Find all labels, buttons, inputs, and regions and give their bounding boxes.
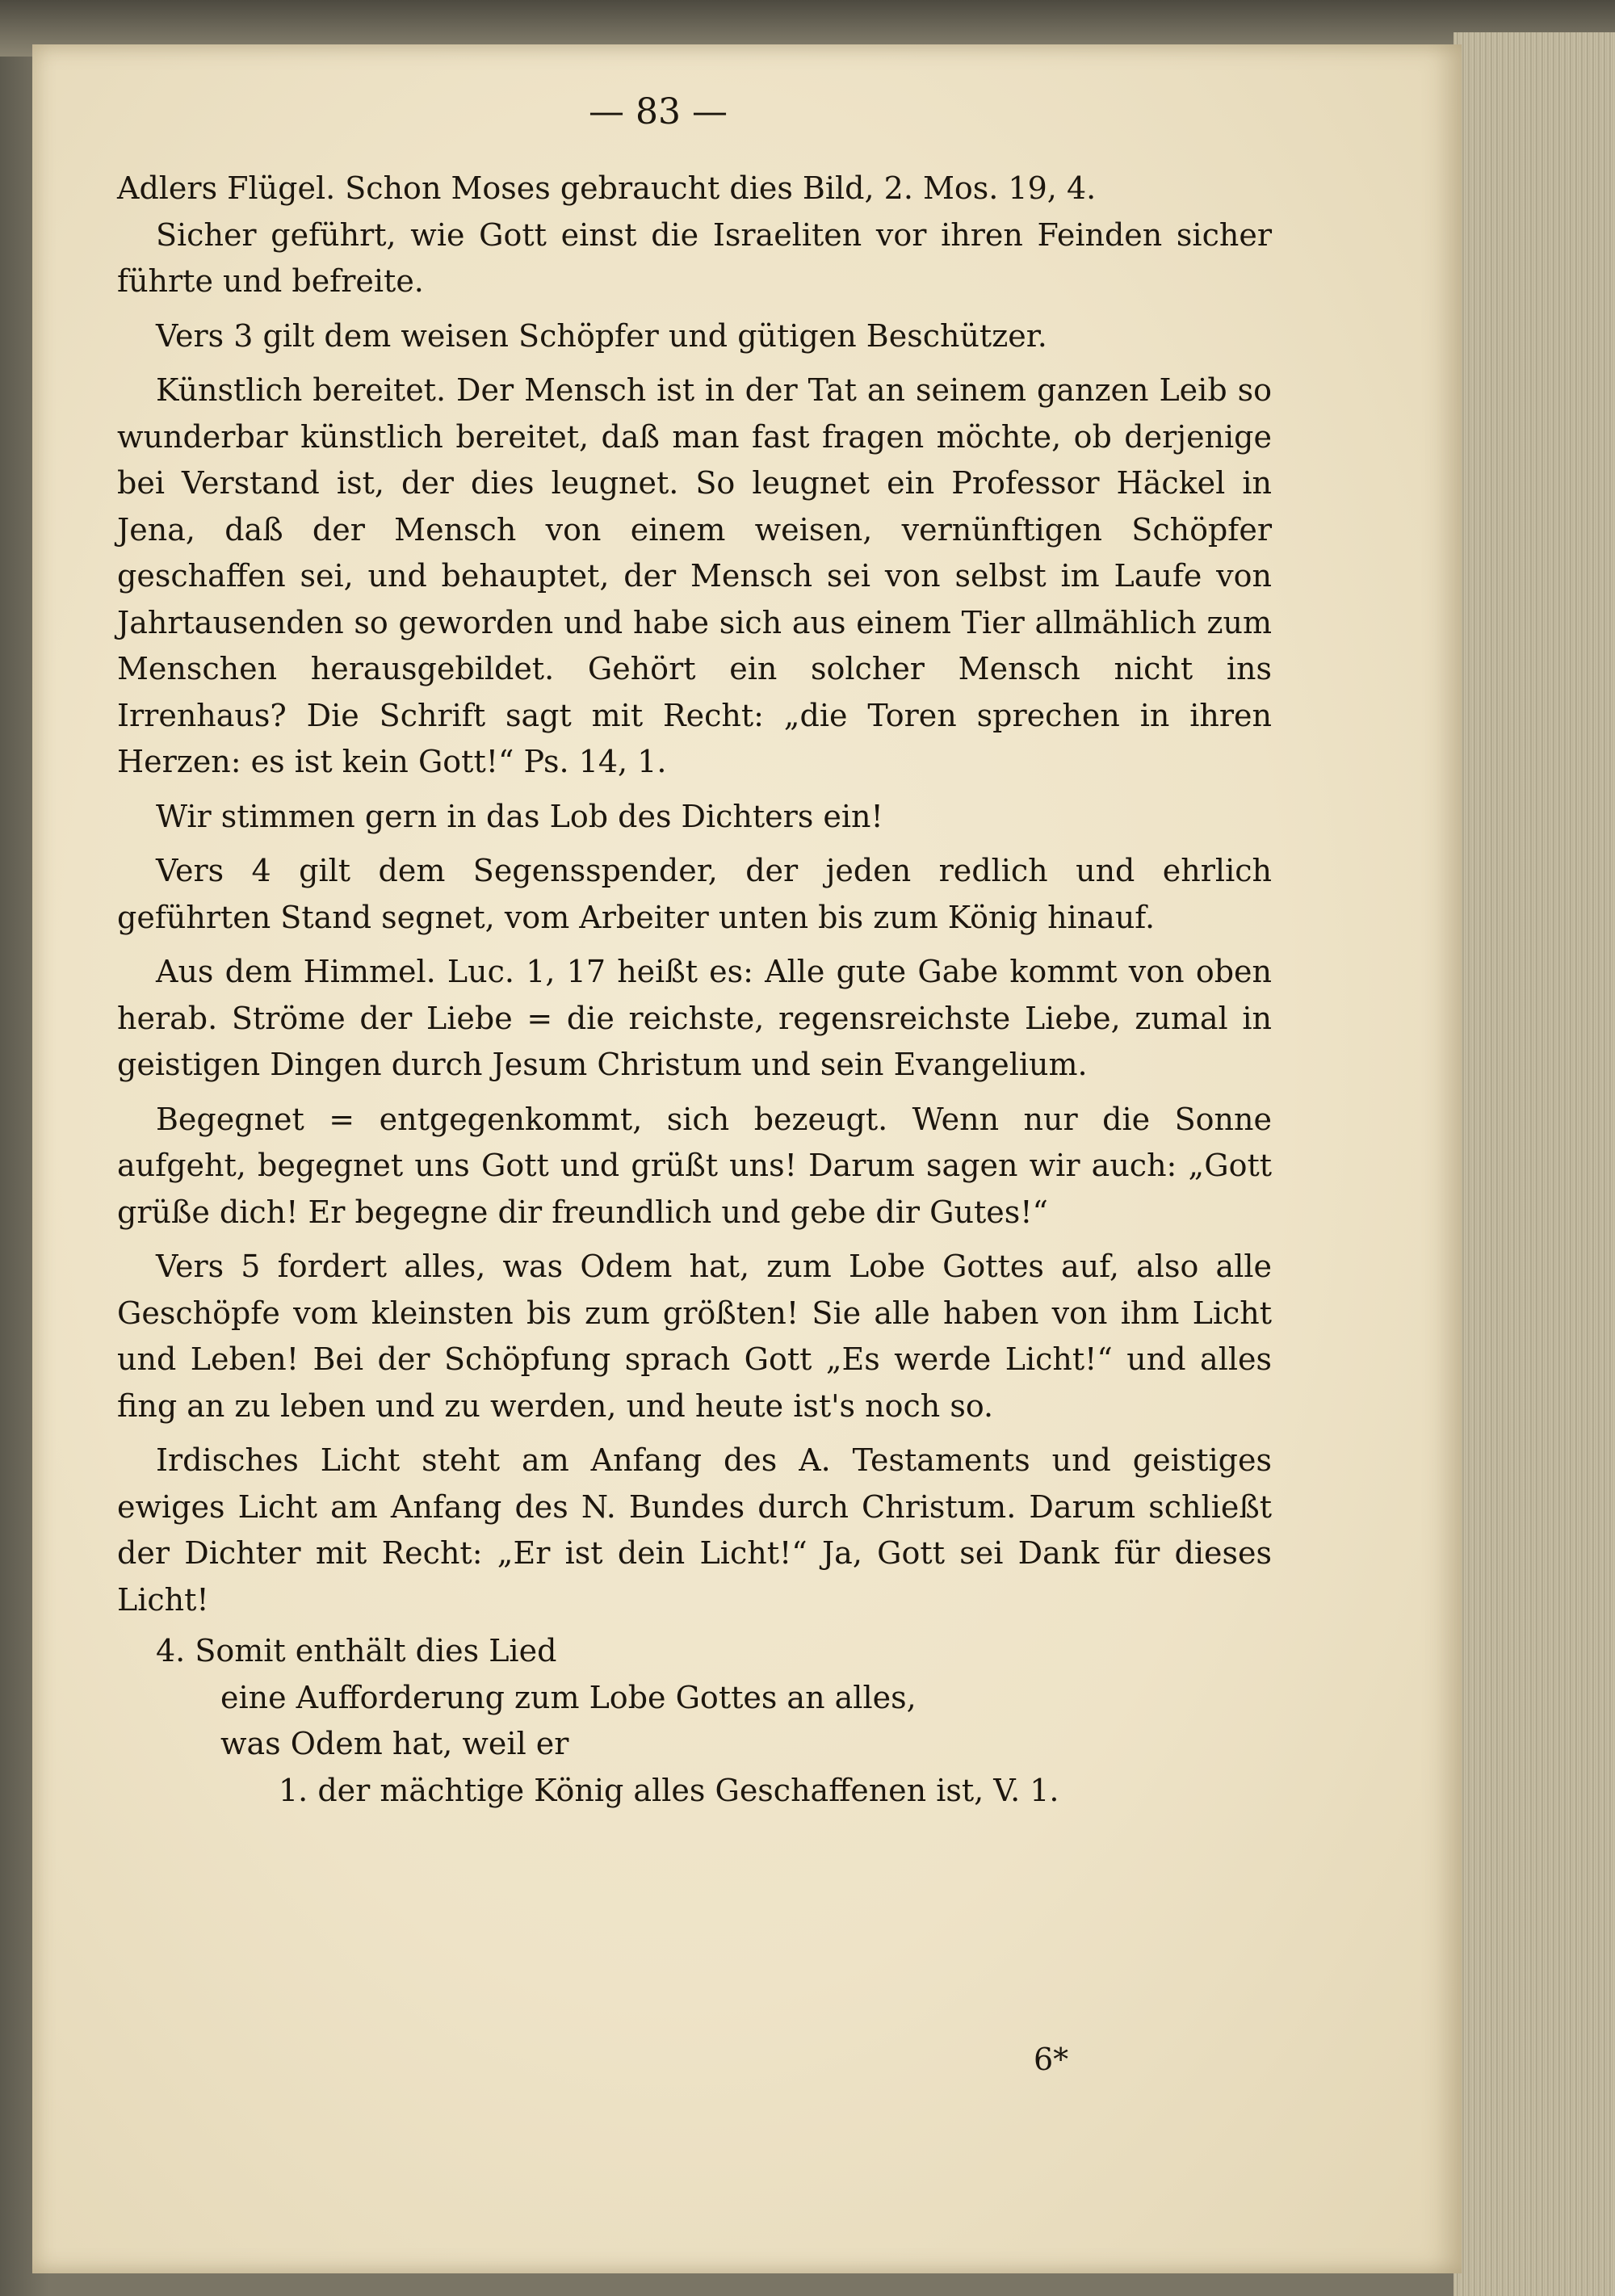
paragraph: Begegnet = entgegenkommt, sich bezeugt. Wenn nur die Sonne aufgeht, begegnet uns Gott und grüßt uns! Darum sagen wir auch: „Gott grüße dich! Er begegne dir freundlich und gebe dir Gutes!“ (117, 1101, 1272, 1230)
summary-item: 1. der mächtige König alles Geschaffenen ist, V. 1. (279, 1772, 1059, 1808)
paragraph: Vers 5 fordert alles, was Odem hat, zum Lobe Gottes auf, also alle Geschöpfe vom kleinsten bis zum größten! Sie alle haben von ihm Licht und Leben! Bei der Schöpfung sprach Gott „Es werde Licht!“ und alles fing an zu leben und zu werden, und heute ist's noch so. (117, 1249, 1272, 1424)
book-page (32, 44, 1462, 2273)
page-number-text: — 83 — (589, 91, 728, 132)
summary-line: eine Aufforderung zum Lobe Gottes an alles, (220, 1679, 917, 1715)
page-number (32, 91, 1462, 132)
paragraph: Vers 4 gilt dem Segensspender, der jeden redlich und ehrlich geführten Stand segnet, vom Arbeiter unten bis zum König hinauf. (117, 853, 1272, 935)
paragraph: Vers 3 gilt dem weisen Schöpfer und gütigen Beschützer. (156, 317, 1047, 354)
summary-list (117, 1628, 1272, 1814)
page-body (117, 166, 1272, 1814)
paragraph: Aus dem Himmel. Luc. 1, 17 heißt es: Alle gute Gabe kommt von oben herab. Ströme der Liebe = die reichste, regensreichste Liebe, zumal in geistigen Dingen durch Jesum Christum und sein Evangelium. (117, 954, 1272, 1082)
page-edges (1454, 32, 1615, 2296)
signature-mark: 6* (1034, 2042, 1069, 2077)
paragraph: Wir stimmen gern in das Lob des Dichters ein! (156, 798, 883, 834)
summary-line: was Odem hat, weil er (220, 1726, 569, 1761)
paragraph: Künstlich bereitet. Der Mensch ist in der Tat an seinem ganzen Leib so wunderbar künstlich bereitet, daß man fast fragen möchte, ob derjenige bei Verstand ist, der dies leugnet. So leugnet ein Professor Häckel in Jena, daß der Mensch von einem weisen, vernünftigen Schöpfer geschaffen sei, und behauptet, der Mensch sei von selbst im Laufe von Jahrtausenden so geworden und habe sich aus einem Tier allmählich zum Menschen herausgebildet. Gehört ein solcher Mensch nicht ins Irrenhaus? Die Schrift sagt mit Recht: „die Toren sprechen in ihren Herzen: es ist kein Gott!“ Ps. 14, 1. (117, 372, 1272, 779)
paragraph: Irdisches Licht steht am Anfang des A. Testaments und geistiges ewiges Licht am Anfang des N. Bundes durch Christum. Darum schließt der Dichter mit Recht: „Er ist dein Licht!“ Ja, Gott sei Dank für dieses Licht! (117, 1442, 1272, 1618)
paragraph: Adlers Flügel. Schon Moses gebraucht dies Bild, 2. Mos. 19, 4. (117, 170, 1097, 206)
summary-intro: 4. Somit enthält dies Lied (156, 1633, 557, 1668)
paragraph: Sicher geführt, wie Gott einst die Israeliten vor ihren Feinden sicher führte und befreite. (117, 216, 1272, 299)
